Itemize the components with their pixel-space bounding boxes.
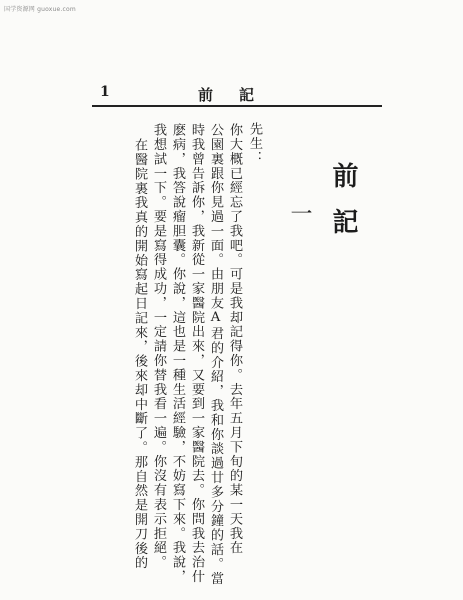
salutation: 先生： <box>247 122 262 166</box>
chapter-number: 一 <box>287 202 312 224</box>
body-line-2: 公園裏跟你見過一面。由朋友A君的介紹，我和你談過廿多分鐘的話。當 <box>208 123 223 586</box>
page-number: 1 <box>100 84 110 100</box>
running-header-title: 前記 <box>198 86 281 104</box>
chapter-title: 前記 <box>328 162 358 254</box>
header-rule <box>92 105 382 107</box>
body-line-4: 麽病，我答說瘤胆囊。你說，這也是一種生活經驗，不妨寫下來。我說， <box>170 123 185 584</box>
body-line-3: 時我曾告訴你，我新從一家醫院出來，又要到一家醫院去。你問我去治什 <box>189 123 204 584</box>
body-line-6: 在醫院裏我真的開始寫起日記來，後來却中斷了。那自然是開刀後的 <box>132 138 147 570</box>
body-line-1: 你大概已經忘了我吧。可是我却記得你。去年五月下旬的某一天我在 <box>227 123 242 555</box>
watermark: 国学资源网 guoxue.com <box>4 6 76 13</box>
body-line-5: 我想試一下。要是寫得成功，一定請你替我看一遍。你沒有表示拒絕。 <box>151 123 166 570</box>
